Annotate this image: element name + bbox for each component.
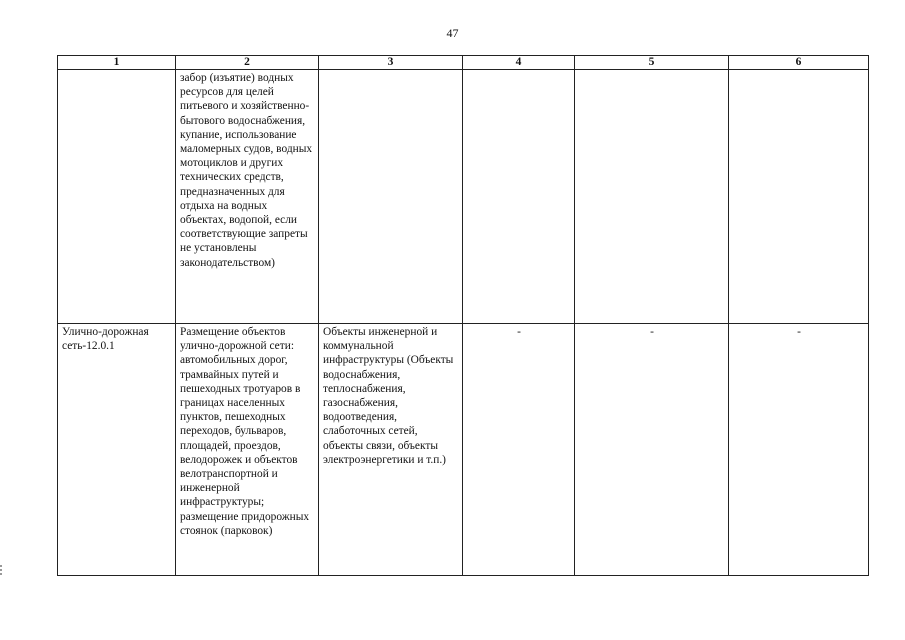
table-row xyxy=(58,70,869,324)
table-cell: - xyxy=(729,324,869,576)
table-cell xyxy=(575,70,729,324)
table-cell xyxy=(729,70,869,324)
page-number: 47 xyxy=(446,26,459,40)
table-cell: забор (изъятие) водных ресурсов для целей питьевого и хозяйственно-бытового водоснабжения, купание, использование маломерных судов, водных мотоциклов и других технических средств, предназначенных для отдыха на водных объектах, водопой, если соответствующие запреты не установлены законодательством) xyxy=(176,70,319,324)
column-header-1: 1 xyxy=(58,56,176,70)
column-header-4: 4 xyxy=(463,56,575,70)
table-cell: Объекты инженерной и коммунальной инфраструктуры (Объекты водоснабжения, теплоснабжения, газоснабжения, водоотведения, слаботочных сетей, объекты связи, объекты электроэнергетики и т.п.) xyxy=(319,324,463,576)
table-cell xyxy=(463,70,575,324)
table-cell: Размещение объектов улично-дорожной сети: автомобильных дорог, трамвайных путей и пешеходных тротуаров в границах населенных пунктов, пешеходных переходов, бульваров, площадей, проездов, велодорожек и объектов велотранспортной и инженерной инфраструктуры; размещение придорожных стоянок (парковок) xyxy=(176,324,319,576)
table-header-row xyxy=(58,56,869,70)
table-cell: - xyxy=(463,324,575,576)
table-cell xyxy=(319,70,463,324)
column-header-5: 5 xyxy=(575,56,729,70)
column-header-6: 6 xyxy=(729,56,869,70)
table-cell: Улично-дорожная сеть-12.0.1 xyxy=(58,324,176,576)
scan-edge-mark xyxy=(0,565,2,577)
table-row xyxy=(58,324,869,576)
table-cell: - xyxy=(575,324,729,576)
column-header-3: 3 xyxy=(319,56,463,70)
table-cell xyxy=(58,70,176,324)
column-header-2: 2 xyxy=(176,56,319,70)
document-table xyxy=(57,55,869,576)
